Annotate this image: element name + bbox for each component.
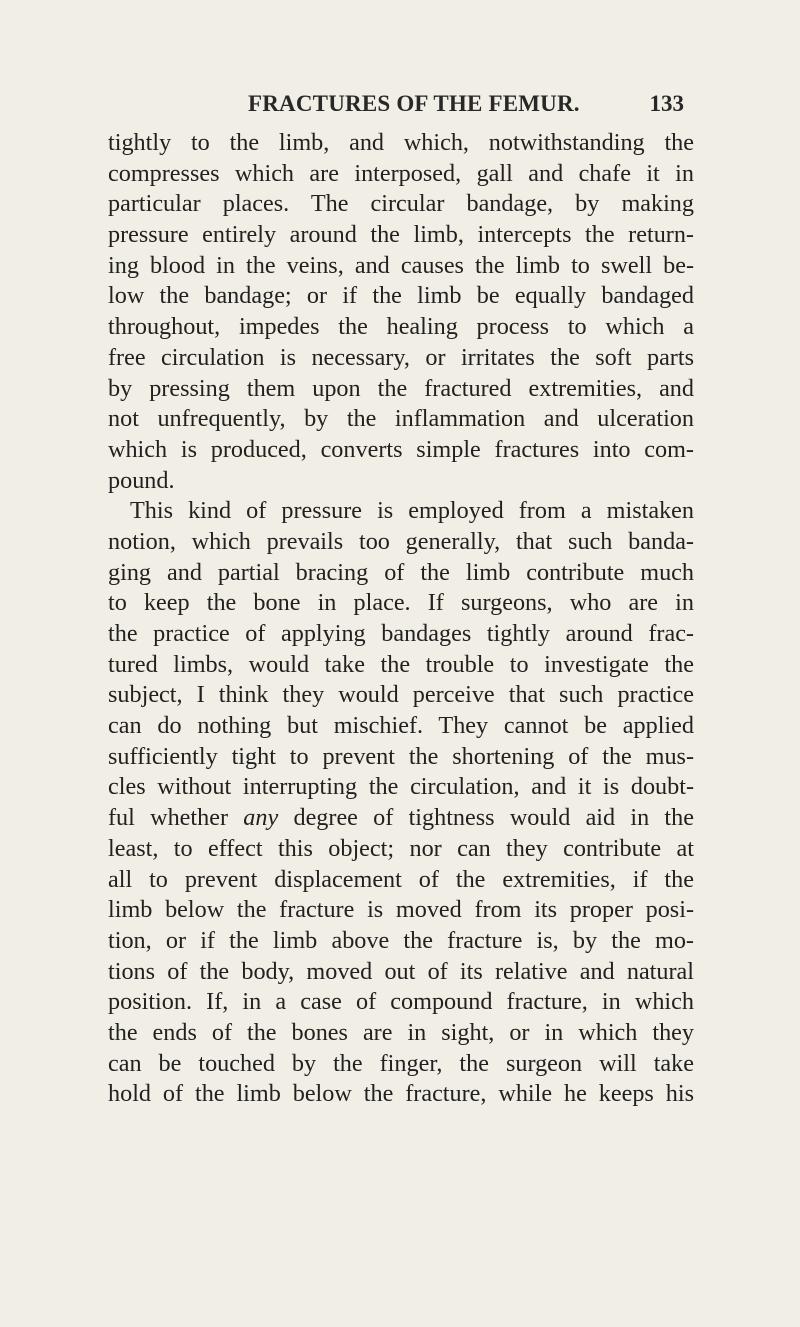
text-line: position. If, in a case of compound fracture, in which — [108, 988, 694, 1016]
text-line: tions of the body, moved out of its relative and natural — [108, 957, 694, 985]
running-title: FRACTURES OF THE FEMUR. — [248, 91, 580, 116]
text-line: free circulation is necessary, or irritates the soft parts — [108, 343, 694, 371]
text-line: hold of the limb below the fracture, while he keeps his — [108, 1080, 694, 1108]
page-number: 133 — [649, 91, 684, 116]
text-line: can be touched by the finger, the surgeon will take — [108, 1049, 694, 1077]
body-text — [108, 128, 694, 1110]
text-line: can do nothing but mischief. They cannot be applied — [108, 712, 694, 740]
text-line: low the bandage; or if the limb be equally bandaged — [108, 282, 694, 310]
text-line: the practice of applying bandages tightly around frac- — [108, 620, 694, 647]
text-line: ing blood in the veins, and causes the limb to swell be- — [108, 251, 694, 279]
text-line: all to prevent displacement of the extremities, if the — [108, 865, 694, 893]
text-line: tion, or if the limb above the fracture is, by the mo- — [108, 926, 694, 954]
text-line: compresses which are interposed, gall and chafe it in — [108, 159, 694, 187]
text-line: pressure entirely around the limb, intercepts the return- — [108, 221, 694, 249]
text-line-paragraph-end: pound. — [108, 466, 175, 494]
text-line: sufficiently tight to prevent the shortening of the mus- — [108, 742, 694, 770]
text-line: tightly to the limb, and which, notwithstanding the — [108, 129, 694, 156]
text-line: not unfrequently, by the inflammation and ulceration — [108, 405, 694, 433]
text-line: limb below the fracture is moved from its proper posi- — [108, 896, 694, 924]
text-line: ging and partial bracing of the limb contribute much — [108, 558, 694, 586]
text-line-paragraph-start: This kind of pressure is employed from a mistaken — [130, 497, 694, 525]
text-line: notion, which prevails too generally, that such banda- — [108, 527, 694, 555]
text-line: subject, I think they would perceive that such practice — [108, 681, 694, 709]
text-line: which is produced, converts simple fractures into com- — [108, 435, 694, 463]
text-line: to keep the bone in place. If surgeons, who are in — [108, 589, 694, 617]
text-line: cles without interrupting the circulation, and it is doubt- — [108, 773, 694, 801]
running-header — [248, 86, 684, 122]
text-line: throughout, impedes the healing process to which a — [108, 313, 694, 341]
text-line-with-italic: ful whether any degree of tightness would aid in the — [108, 804, 694, 832]
text-line: the ends of the bones are in sight, or in which they — [108, 1018, 694, 1046]
text-line: particular places. The circular bandage, by making — [108, 190, 694, 218]
italic-word: any — [243, 804, 279, 832]
text-line: least, to effect this object; nor can they contribute at — [108, 834, 694, 862]
text-line: tured limbs, would take the trouble to investigate the — [108, 650, 694, 678]
text-line: by pressing them upon the fractured extremities, and — [108, 374, 694, 402]
